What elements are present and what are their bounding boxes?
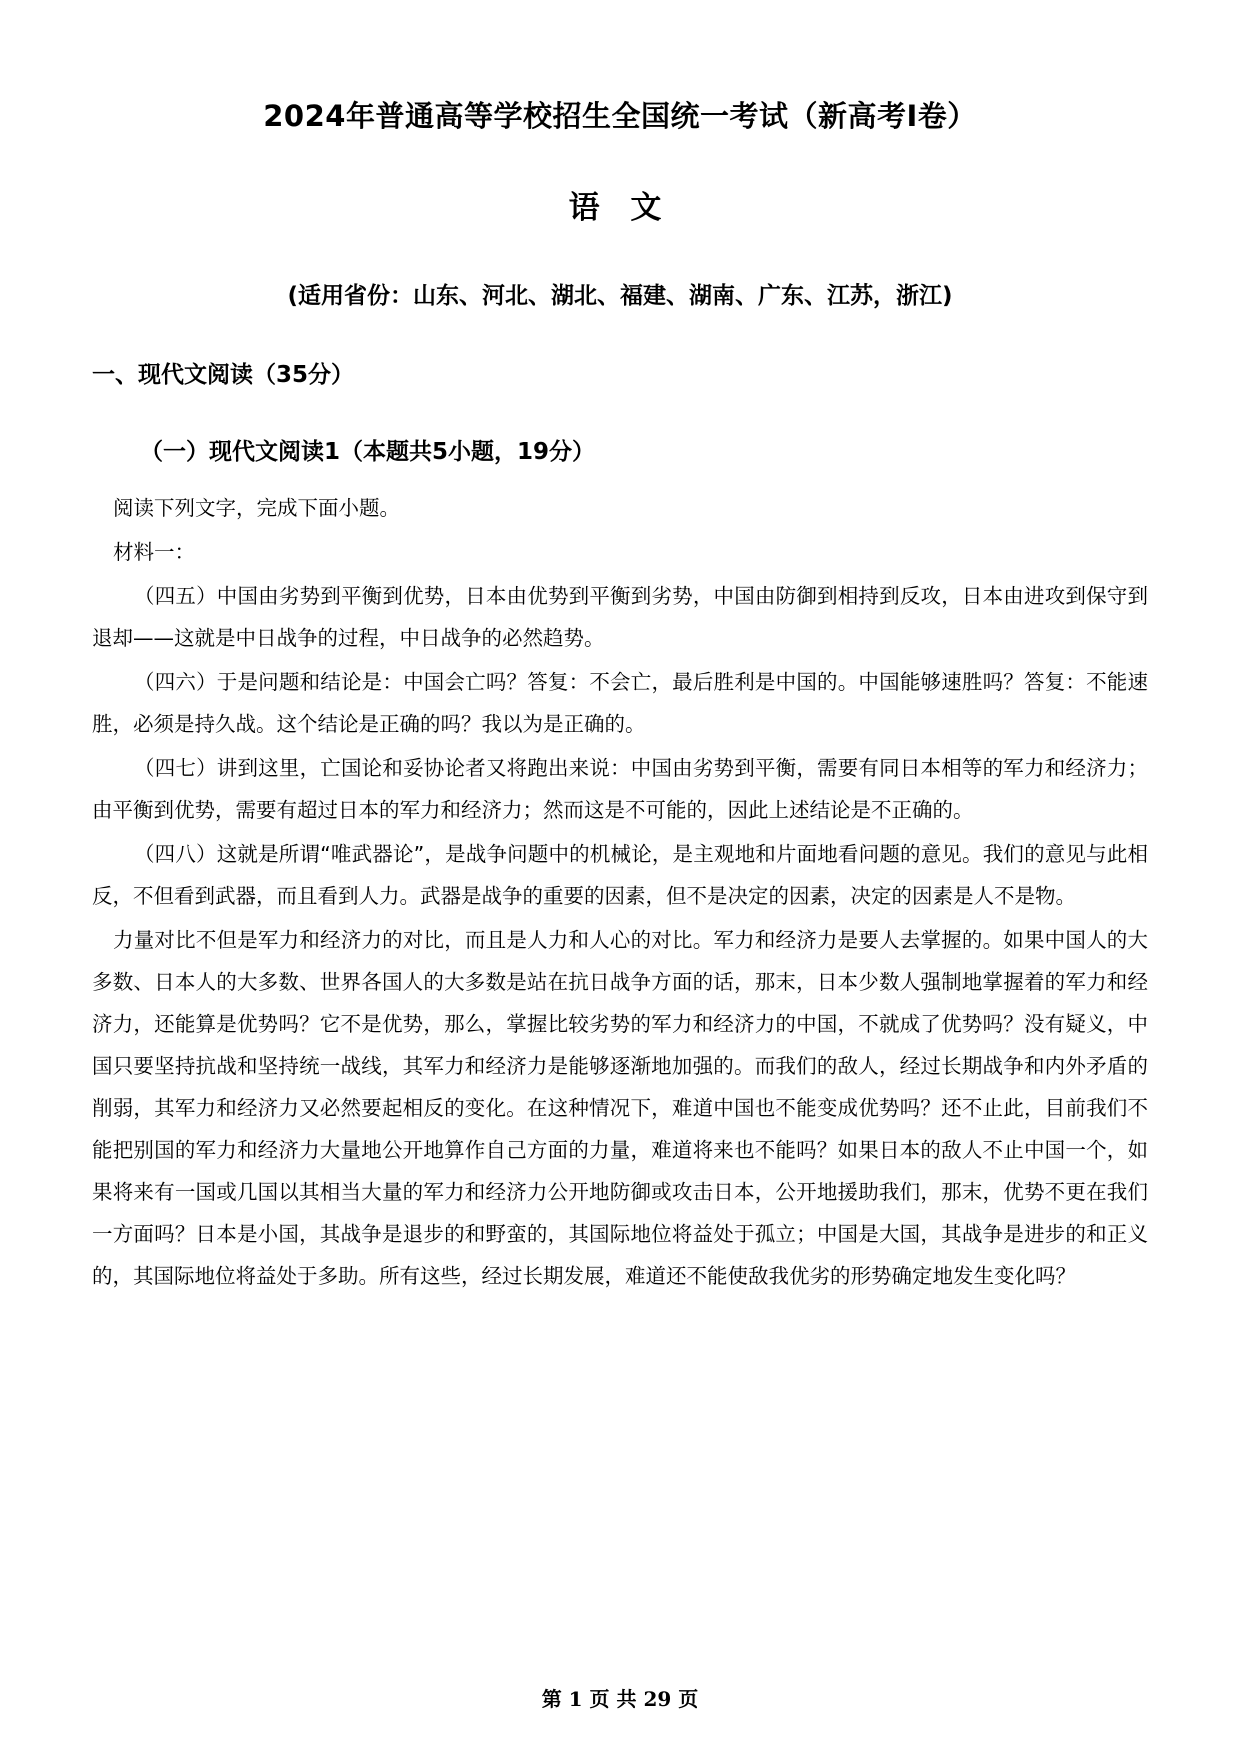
paragraph-47: （四七）讲到这里，亡国论和妥协论者又将跑出来说：中国由劣势到平衡，需要有同日本相等的军力和经济力；由平衡到优势，需要有超过日本的军力和经济力；然而这是不可能的，因此上述结论是不正确的。 [92,756,1148,823]
page-title: 2024年普通高等学校招生全国统一考试（新高考Ⅰ卷） [263,99,977,133]
subject-title: 语 文 [568,189,672,226]
section-heading-modern-reading: 一、现代文阅读（35分） [92,362,355,389]
paragraph-46: （四六）于是问题和结论是：中国会亡吗？答复：不会亡，最后胜利是中国的。中国能够速胜吗？答复：不能速胜，必须是持久战。这个结论是正确的吗？我以为是正确的。 [92,670,1148,737]
subsection-heading-reading-1: （一）现代文阅读1（本题共5小题，19分） [140,438,596,465]
instruction-text: 阅读下列文字，完成下面小题。 [113,496,400,521]
paragraph-48: （四八）这就是所谓“唯武器论”，是战争问题中的机械论，是主观地和片面地看问题的意见。我们的意见与此相反，不但看到武器，而且看到人力。武器是战争的重要的因素，但不是决定的因素，决定的因素是人不是物。 [92,842,1148,909]
material-label: 材料一： [113,540,195,565]
paragraph-49: 力量对比不但是军力和经济力的对比，而且是人力和人心的对比。军力和经济力是要人去掌握的。如果中国人的大多数、日本人的大多数、世界各国人的大多数是站在抗日战争方面的话，那末，日本少数人强制地掌握着的军力和经济力，还能算是优势吗？它不是优势，那么，掌握比较劣势的军力和经济力的中国，不就成了优势吗？没有疑义，中国只要坚持抗战和坚持统一战线，其军力和经济力是能够逐渐地加强的。而我们的敌人，经过长期战争和内外矛盾的削弱，其军力和经济力又必然要起相反的变化。在这种情况下，难道中国也不能变成优势吗？还不止此，目前我们不能把别国的军力和经济力大量地公开地算作自己方面的力量，难道将来也不能吗？如果日本的敌人不止中国一个，如果将来有一国或几国以其相当大量的军力和经济力公开地防御或攻击日本，公开地援助我们，那末，优势不更在我们一方面吗？日本是小国，其战争是退步的和野蛮的，其国际地位将益处于孤立；中国是大国，其战争是进步的和正义的，其国际地位将益处于多助。所有这些，经过长期发展，难道还不能使敌我优劣的形势确定地发生变化吗？ [92,928,1148,1289]
paragraph-45: （四五）中国由劣势到平衡到优势，日本由优势到平衡到劣势，中国由防御到相持到反攻，日本由进攻到保守到退却——这就是中日战争的过程，中日战争的必然趋势。 [92,584,1148,651]
page-content [92,0,1148,1297]
applicable-provinces: (适用省份：山东、河北、湖北、福建、湖南、广东、江苏，浙江) [287,282,953,309]
page-footer: 第 1 页 共 29 页 [541,1687,699,1711]
